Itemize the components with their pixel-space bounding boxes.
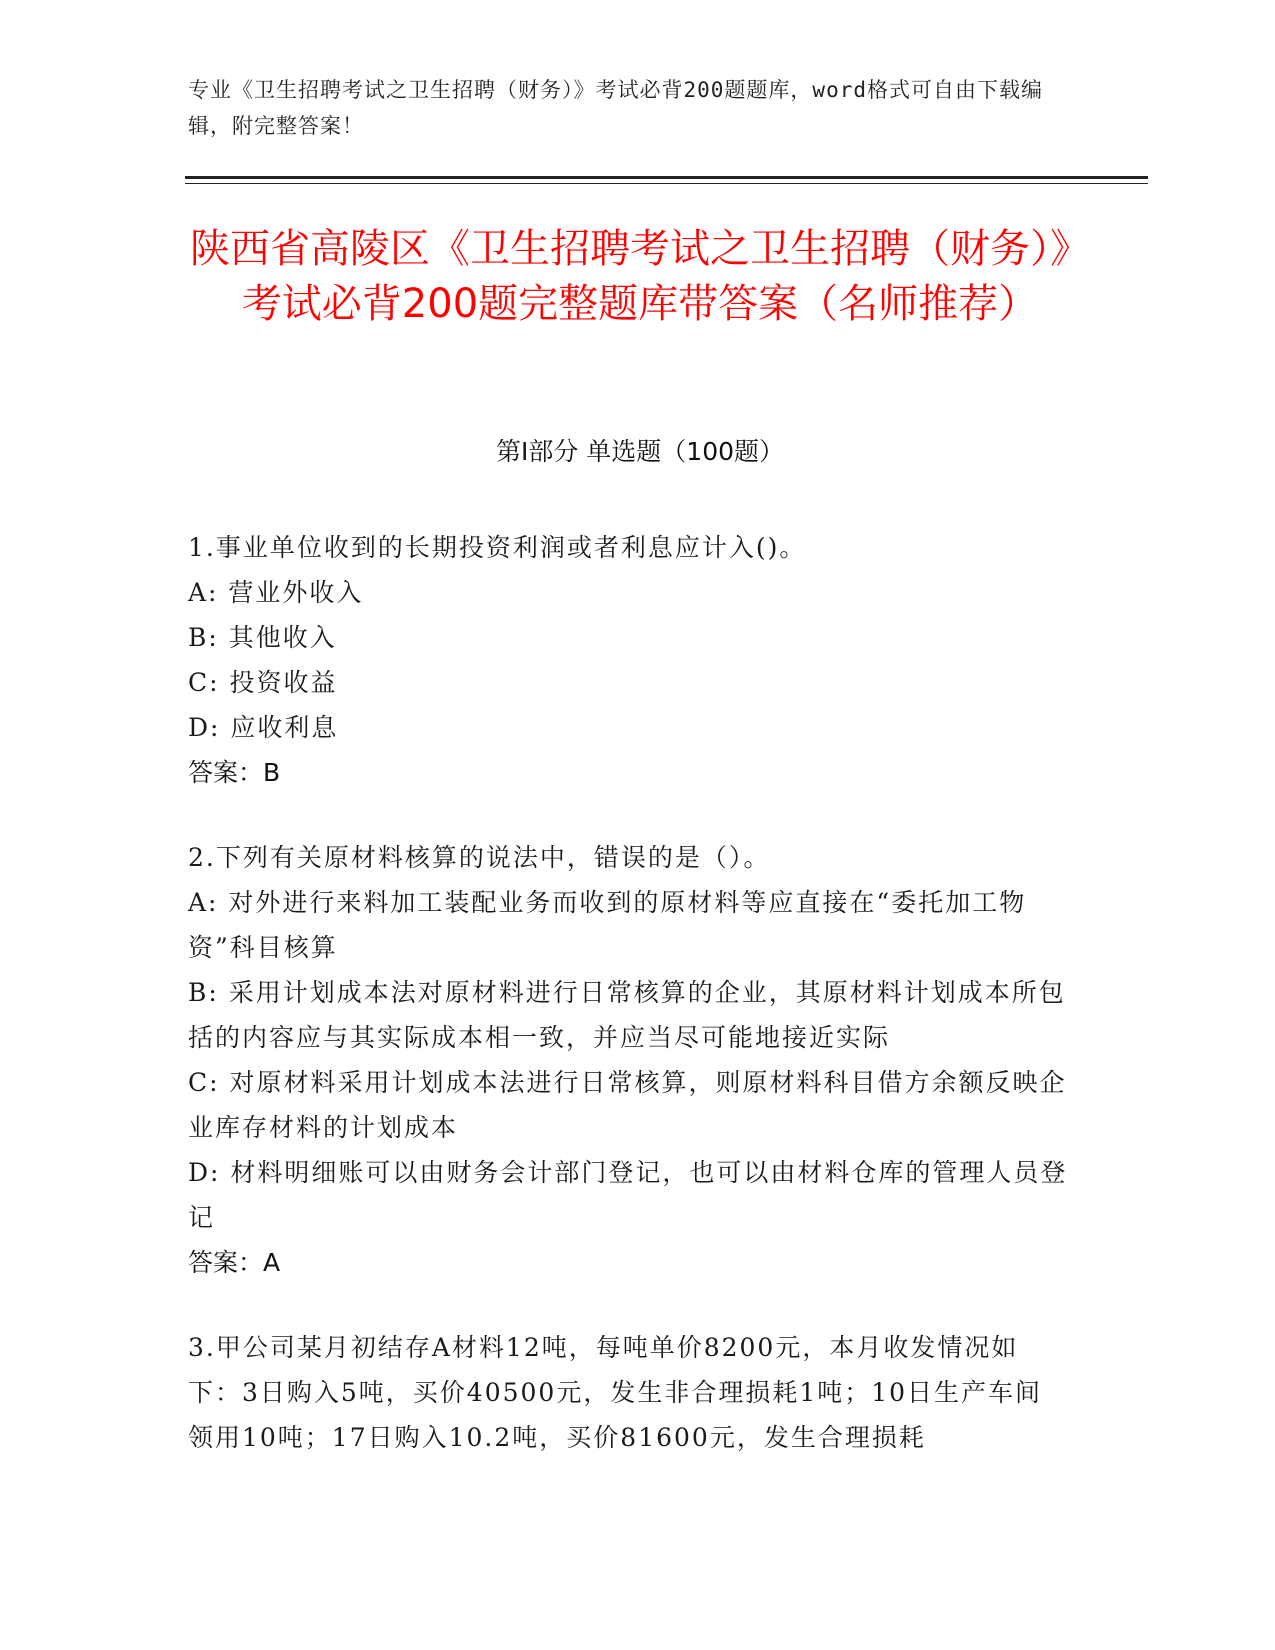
- question-stem: 2.下列有关原材料核算的说法中，错误的是（）。: [188, 843, 771, 872]
- header-divider-thick: [185, 176, 1148, 179]
- document-title: 陕西省高陵区《卫生招聘考试之卫生招聘（财务）》考试必背200题完整题库带答案（名师推荐）: [190, 226, 1090, 327]
- answer: 答案：B: [188, 758, 281, 787]
- option-c: C: 对原材料采用计划成本法进行日常核算，则原材料科目借方余额反映企业库存材料的计划成本: [188, 1068, 1067, 1142]
- option-d: D: 材料明细账可以由财务会计部门登记，也可以由材料仓库的管理人员登记: [188, 1158, 1068, 1232]
- option-a: A: 营业外收入: [188, 578, 364, 607]
- question-stem: 1.事业单位收到的长期投资利润或者利息应计入()。: [188, 533, 807, 562]
- question-3: [188, 1325, 1068, 1460]
- option-b: B: 其他收入: [188, 623, 337, 652]
- header-divider-thin: [185, 183, 1148, 184]
- answer: 答案：A: [188, 1248, 281, 1277]
- option-d: D: 应收利息: [188, 713, 339, 742]
- option-a: A: 对外进行来料加工装配业务而收到的原材料等应直接在“委托加工物资”科目核算: [188, 888, 1027, 962]
- question-2: [188, 835, 1068, 1285]
- header-note: 专业《卫生招聘考试之卫生招聘（财务）》考试必背200题题库，word格式可自由下载编辑，附完整答案！: [188, 78, 1043, 138]
- option-c: C: 投资收益: [188, 668, 338, 697]
- question-1: [188, 525, 1068, 795]
- question-stem: 3.甲公司某月初结存A材料12吨，每吨单价8200元，本月收发情况如下：3日购入5吨，买价40500元，发生非合理损耗1吨；10日生产车间领用10吨；17日购入10.2吨，买价81600元，发生合理损耗: [188, 1333, 1043, 1452]
- section-title: 第Ⅰ部分 单选题（100题）: [495, 437, 785, 466]
- question-list: [188, 525, 1068, 1500]
- option-b: B: 采用计划成本法对原材料进行日常核算的企业，其原材料计划成本所包括的内容应与其实际成本相一致，并应当尽可能地接近实际: [188, 978, 1066, 1052]
